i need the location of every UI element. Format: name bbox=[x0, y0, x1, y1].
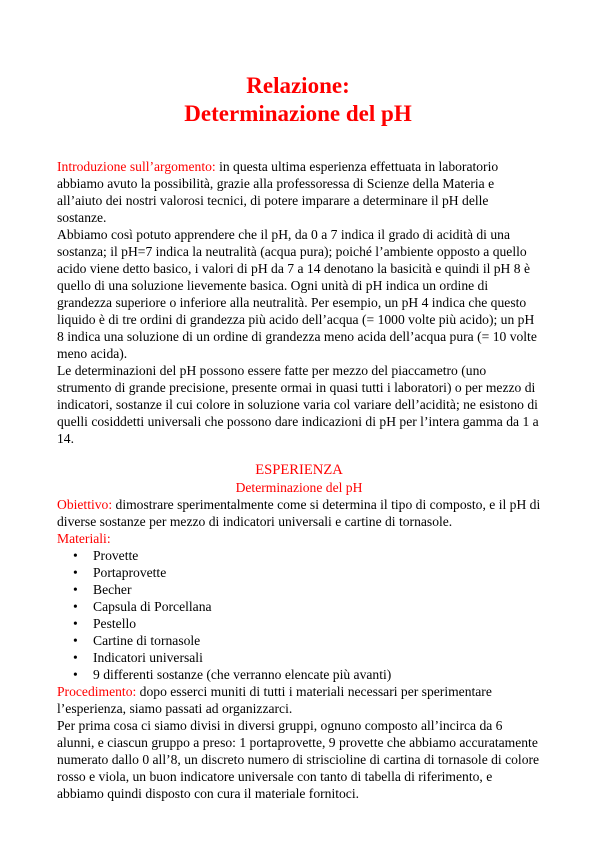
document-body bbox=[57, 158, 541, 802]
procedure-text: dopo esserci muniti di tutti i materiali necessari per sperimentare l’esperienza, siamo passati ad organizzarci. bbox=[57, 684, 492, 716]
objective-label: Obiettivo: bbox=[57, 497, 113, 512]
procedure-label: Procedimento: bbox=[57, 684, 137, 699]
procedure-paragraph-2: Per prima cosa ci siamo divisi in diversi gruppi, ognuno composto all’incirca da 6 alunni, e ciascun gruppo a preso: 1 portaprovette, 9 provette che abbiamo accuratamente numerato dallo 0 all’8, un discreto numero di striscioline di cartina di tornasole di colore rosso e viola, un buon indicatore universale con tanto di tabella di riferimento, e abbiamo quindi disposto con cura il materiale fornitoci. bbox=[57, 718, 540, 801]
list-item: • Indicatori universali bbox=[93, 649, 541, 666]
intro-paragraph-3: Le determinazioni del pH possono essere fatte per mezzo del piaccametro (uno strumento di grande precisione, presente ormai in quasi tutti i laboratori) o per mezzo di indicatori, sostanze il cui colore in soluzione varia col variare dell’acidità; ne esistono di quelli cosiddetti universali che possono dare indicazioni di pH per l’intera gamma da 1 a 14. bbox=[57, 363, 539, 446]
objective-text: dimostrare sperimentalmente come si determina il tipo di composto, e il pH di diverse sostanze per mezzo di indicatori universali e cartine di tornasole. bbox=[57, 497, 541, 529]
intro-paragraph-2: Abbiamo così potuto apprendere che il pH, da 0 a 7 indica il grado di acidità di una sostanza; il pH=7 indica la neutralità (acqua pura); poiché l’ambiente opposto a quello acido viene detto basico, i valori di pH da 7 a 14 denotano la basicità e quindi il pH 8 è quello di una soluzione lievemente basica. Ogni unità di pH indica un ordine di grandezza superiore o inferiore alla neutralità. Per esempio, un pH 4 indica che questo liquido è di tre ordini di grandezza più acido dell’acqua (= 1000 volte più acido); un pH 8 indica una soluzione di un ordine di grandezza meno acida dell’acqua pura (= 10 volte meno acida). bbox=[57, 227, 537, 361]
intro-paragraph bbox=[57, 158, 541, 226]
list-item: • Capsula di Porcellana bbox=[93, 598, 541, 615]
procedure-paragraph bbox=[57, 683, 541, 717]
list-item: • Pestello bbox=[93, 615, 541, 632]
intro-label: Introduzione sull’argomento: bbox=[57, 159, 216, 174]
list-item: • Provette bbox=[93, 547, 541, 564]
materials-label: Materiali: bbox=[57, 531, 111, 546]
experiment-heading: ESPERIENZA bbox=[255, 462, 343, 478]
title-line-1: Relazione: bbox=[246, 73, 350, 98]
list-item: • Portaprovette bbox=[93, 564, 541, 581]
document-title bbox=[0, 72, 596, 128]
title-line-2: Determinazione del pH bbox=[184, 101, 412, 126]
list-item: • Cartine di tornasole bbox=[93, 632, 541, 649]
intro-text: in questa ultima esperienza effettuata in laboratorio abbiamo avuto la possibilità, grazie alla professoressa di Scienze della Materia e all’aiuto dei nostri valorosi tecnici, di potere imparare a determinare il pH delle sostanze. bbox=[57, 159, 499, 225]
materials-list bbox=[57, 547, 541, 683]
objective-paragraph bbox=[57, 496, 541, 530]
experiment-subheading: Determinazione del pH bbox=[235, 480, 363, 495]
list-item: • 9 differenti sostanze (che verranno elencate più avanti) bbox=[93, 666, 541, 683]
list-item: • Becher bbox=[93, 581, 541, 598]
